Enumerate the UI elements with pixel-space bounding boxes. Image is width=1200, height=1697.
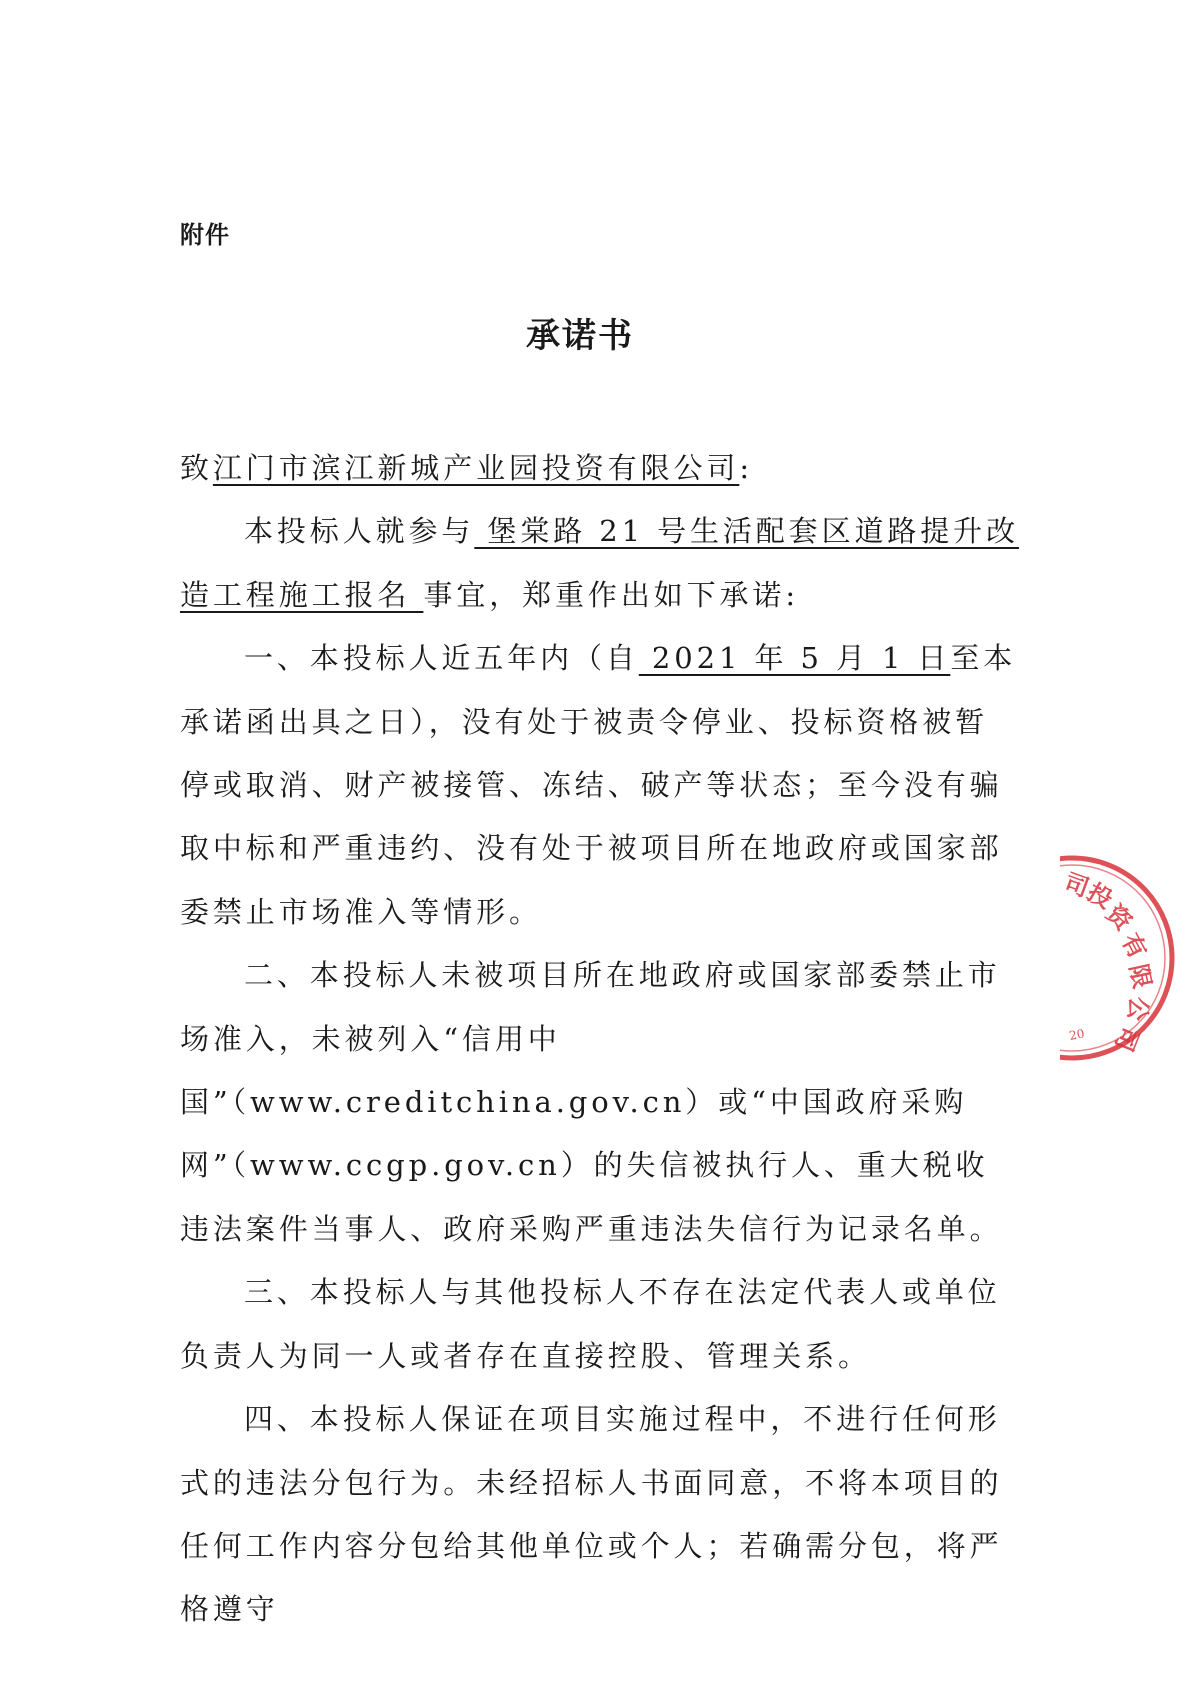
clause-1-before: 一、本投标人近五年内（自 [244, 641, 639, 676]
intro-before: 本投标人就参与 [244, 514, 475, 549]
clause-2: 二、本投标人未被项目所在地政府或国家部委禁止市场准入，未被列入“信用中国”（www.creditchina.gov.cn）或“中国政府采购网”（www.ccgp.gov.cn）的失信被执行人、重大税收违法案件当事人、政府采购严重违法失信行为记录名单。 [180, 958, 1003, 1246]
svg-text:资: 资 [1100, 898, 1139, 937]
intro-after: 事宜，郑重作出如下承诺: [423, 577, 799, 612]
project-name: 堡棠路 21 号生活配套区道路提升改造工程施工报名 [180, 514, 1019, 612]
attachment-label: 附件 [180, 221, 230, 249]
company-seal-stamp [1060, 840, 1200, 1070]
clause-4: 四、本投标人保证在项目实施过程中，不进行任何形式的违法分包行为。未经招标人书面同意，不将本项目的任何工作内容分包给其他单位或个人；若确需分包，将严格遵守 [180, 1402, 1003, 1627]
svg-text:有: 有 [1116, 928, 1153, 964]
clause-1 [180, 627, 1020, 944]
document-title: 承诺书 [526, 316, 634, 356]
salutation-prefix: 致 [180, 451, 213, 485]
document-body [180, 437, 1020, 1642]
svg-text:20: 20 [1068, 1026, 1086, 1043]
svg-text:投: 投 [1082, 877, 1118, 915]
clause-1-after: 至本承诺函出具之日），没有处于被责令停业、投标资格被暂停或取消、财产被接管、冻结、破产等状态；至今没有骗取中标和严重违约、没有处于被项目所在地政府或国家部委禁止市场准入等情形。 [180, 641, 1017, 929]
salutation-suffix: : [739, 451, 753, 485]
svg-text:司: 司 [1109, 1022, 1146, 1056]
salutation-line [180, 437, 1020, 500]
seal-graphic [1060, 840, 1200, 1070]
svg-text:公: 公 [1122, 995, 1154, 1023]
svg-text:司: 司 [1060, 866, 1094, 903]
intro-paragraph [180, 500, 1020, 627]
clause-1-date: 2021 年 5 月 1 日 [638, 641, 951, 676]
clause-3: 三、本投标人与其他投标人不存在法定代表人或单位负责人为同一人或者存在直接控股、管理关系。 [180, 1275, 1001, 1373]
recipient-name: 江门市滨江新城产业园投资有限公司 [212, 451, 740, 485]
svg-text:限: 限 [1124, 961, 1158, 991]
